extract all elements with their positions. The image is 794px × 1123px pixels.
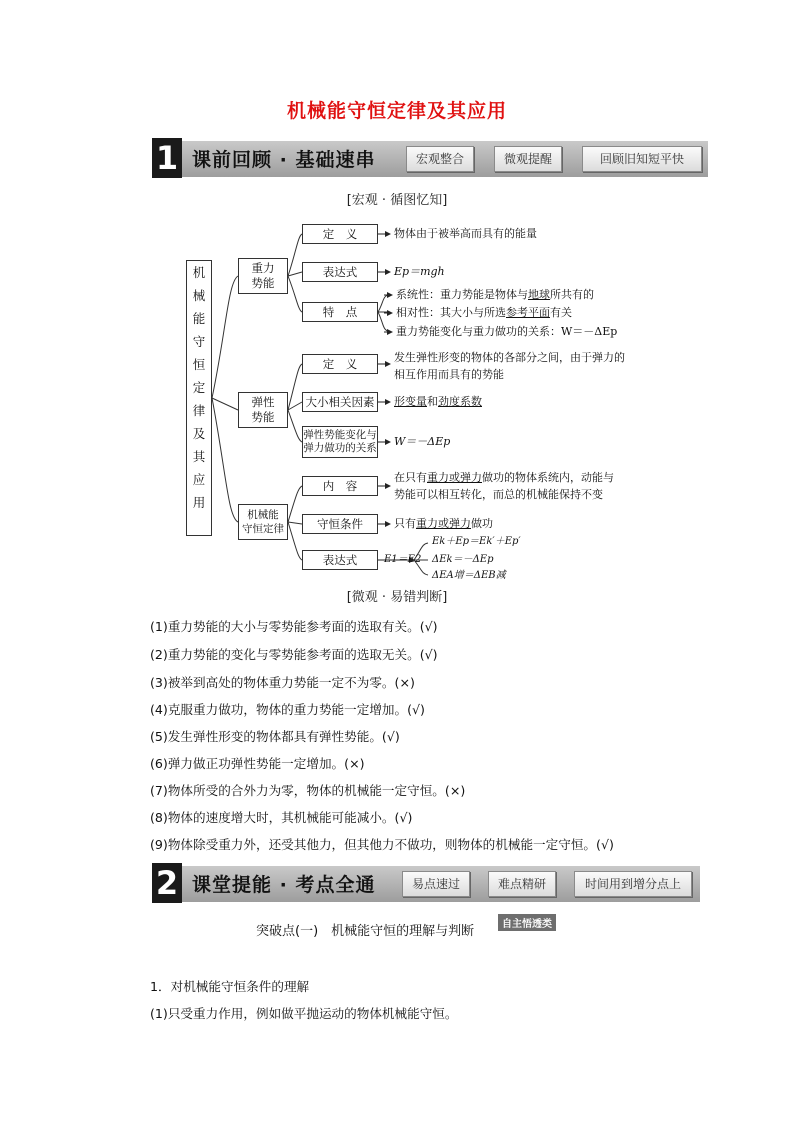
tab-macro-integration[interactable]: 宏观整合 — [406, 146, 474, 172]
node-conservation-expression: 表达式 — [302, 550, 378, 570]
judgment-item: (9)物体除受重力外，还受其他力，但其他力不做功，则物体的机械能一定守恒。(√) — [150, 837, 614, 852]
node-gravity-definition: 定 义 — [302, 224, 378, 244]
micro-caption: [微观 · 易错判断] — [346, 590, 448, 605]
root-char: 械 — [192, 288, 206, 303]
judgment-item: (6)弹力做正功弹性势能一定增加。(×) — [150, 756, 365, 771]
gravity-feature-work-relation: 重力势能变化与重力做功的关系：W＝－ΔEp — [396, 325, 618, 338]
node-conservation-content: 内 容 — [302, 476, 378, 496]
section-2-number: 2 — [152, 863, 182, 903]
judgment-item: (4)克服重力做功，物体的重力势能一定增加。(√) — [150, 702, 425, 717]
root-char: 能 — [192, 311, 206, 326]
body-heading: 1．对机械能守恒条件的理解 — [150, 979, 310, 994]
document-title: 机械能守恒定律及其应用 — [286, 100, 507, 122]
body-paragraph: (1)只受重力作用，例如做平抛运动的物体机械能守恒。 — [150, 1006, 458, 1021]
conservation-expression-3: ΔEA增＝ΔEB减 — [432, 570, 506, 581]
section-1-number: 1 — [152, 138, 182, 178]
elastic-definition-line-1: 发生弹性形变的物体的各部分之间，由于弹力的 — [394, 351, 625, 364]
judgment-item: (8)物体的速度增大时，其机械能可能减小。(√) — [150, 810, 413, 825]
gravity-expression-text: Ep＝mgh — [394, 265, 445, 278]
macro-caption: [宏观 · 循图忆知] — [346, 193, 448, 208]
node-elastic-work-relation: 弹性势能变化与 弹力做功的关系 — [302, 426, 378, 458]
node-conservation-condition: 守恒条件 — [302, 514, 378, 534]
root-char: 机 — [192, 265, 206, 280]
judgment-item: (1)重力势能的大小与零势能参考面的选取有关。(√) — [150, 619, 438, 634]
node-conservation-law: 机械能 守恒定律 — [238, 504, 288, 540]
section-2-title: 课堂提能 · 考点全通 — [192, 874, 376, 896]
root-char: 及 — [192, 426, 206, 441]
node-elastic-definition: 定 义 — [302, 354, 378, 374]
node-elastic-pe: 弹性 势能 — [238, 392, 288, 428]
breakthrough-heading: 突破点(一) 机械能守恒的理解与判断 — [256, 924, 475, 939]
node-elastic-factors: 大小相关因素 — [302, 392, 378, 412]
conservation-condition-text: 只有重力或弹力做功 — [394, 517, 493, 530]
mind-map-root — [186, 260, 212, 536]
conservation-content-line-2: 势能可以相互转化，而总的机械能保持不变 — [394, 488, 603, 501]
tab-time-on-scoring[interactable]: 时间用到增分点上 — [574, 871, 692, 897]
tab-hard-points[interactable]: 难点精研 — [488, 871, 556, 897]
judgment-item: (3)被举到高处的物体重力势能一定不为零。(×) — [150, 675, 415, 690]
node-gravity-expression: 表达式 — [302, 262, 378, 282]
root-char: 守 — [192, 334, 206, 349]
node-gravity-pe: 重力 势能 — [238, 258, 288, 294]
conservation-content-line-1: 在只有重力或弹力做功的物体系统内，动能与 — [394, 471, 614, 484]
node-gravity-features: 特 点 — [302, 302, 378, 322]
tab-easy-points[interactable]: 易点速过 — [402, 871, 470, 897]
section-1-banner — [152, 141, 708, 177]
judgment-item: (5)发生弹性形变的物体都具有弹性势能。(√) — [150, 729, 400, 744]
root-char: 律 — [192, 403, 206, 418]
tab-review-old-knowledge[interactable]: 回顾旧知短平快 — [582, 146, 702, 172]
root-char: 用 — [192, 495, 206, 510]
elastic-work-relation-text: W＝－ΔEp — [394, 435, 451, 448]
root-char: 定 — [192, 380, 206, 395]
judgment-item: (2)重力势能的变化与零势能参考面的选取无关。(√) — [150, 647, 438, 662]
conservation-expression-1: Ek＋Ep＝Ek′＋Ep′ — [432, 536, 521, 547]
self-study-badge: 自主悟透类 — [498, 914, 556, 931]
root-char: 其 — [192, 449, 206, 464]
root-char: 应 — [192, 472, 206, 487]
section-1-title: 课前回顾 · 基础速串 — [192, 149, 376, 171]
section-2-banner — [152, 866, 700, 902]
elastic-factors-text: 形变量和劲度系数 — [394, 395, 482, 408]
mind-map-diagram — [178, 212, 648, 592]
judgment-item: (7)物体所受的合外力为零，物体的机械能一定守恒。(×) — [150, 783, 466, 798]
root-char: 恒 — [192, 357, 206, 372]
conservation-expression-2: ΔEk＝－ΔEp — [432, 554, 494, 565]
elastic-definition-line-2: 相互作用而具有的势能 — [394, 368, 504, 381]
conservation-expression-main: E1＝E2 — [384, 554, 422, 565]
gravity-feature-system: 系统性：重力势能是物体与地球所共有的 — [396, 288, 594, 301]
gravity-definition-text: 物体由于被举高而具有的能量 — [394, 227, 537, 240]
tab-micro-reminder[interactable]: 微观提醒 — [494, 146, 562, 172]
gravity-feature-relative: 相对性：其大小与所选参考平面有关 — [396, 306, 572, 319]
